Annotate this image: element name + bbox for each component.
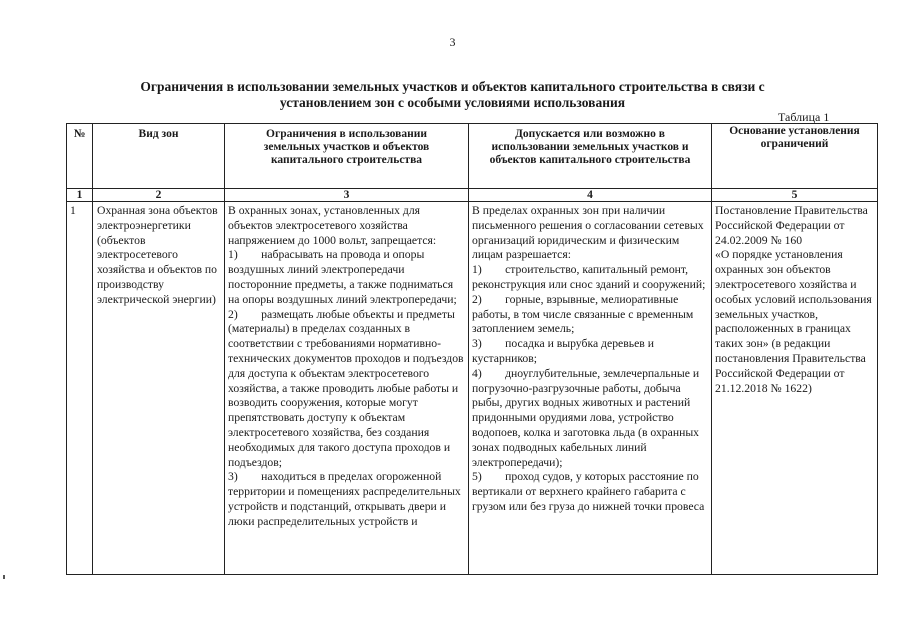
column-number-1: 1 — [67, 189, 93, 202]
column-number-4: 4 — [469, 189, 712, 202]
column-number-5: 5 — [712, 189, 878, 202]
header-restrictions-text: Ограничения в использовании земельных участков и объектов капитального строительства — [263, 128, 430, 166]
title-line-2: установлением зон с особыми условиями использования — [279, 95, 626, 110]
header-restrictions — [225, 124, 469, 189]
table-row — [67, 202, 878, 575]
page-number: 3 — [449, 35, 456, 49]
restrictions-cell: В охранных зонах, установленных для объектов электросетевого хозяйства напряжением до 1000 вольт, запрещается: 1) набрасывать на провода и опоры воздушных линий электропередачи посторонние предметы, а также подниматься на опоры воздушных линий электропередачи; 2) размещать любые объекты и предметы (материалы) в пределах созданных в соответствии с требованиями нормативно-технических документов проходов и подъездов для доступа к объектам электросетевого хозяйства, а также проводить любые работы и возводить сооружения, которые могут препятствовать доступу к объектам электросетевого хозяйства, без создания необходимых для такого доступа проходов и подъездов; 3) находиться в пределах огороженной территории и помещениях распределительных устройств и подстанций, открывать двери и люки распределительных устройств и — [225, 202, 469, 575]
header-num: № — [67, 124, 93, 189]
zone-type-cell: Охранная зона объектов электроэнергетики (объектов электросетевого хозяйства и объектов по производству электрической энергии) — [93, 202, 225, 575]
column-number-row — [67, 189, 878, 202]
basis-cell: Постановление Правительства Российской Федерации от 24.02.2009 № 160 «О порядке установления охранных зон объектов электросетевого хозяйства и особых условий использования земельных участков, расположенных в границах таких зон» (в редакции постановления Правительства Российской Федерации от 21.12.2018 № 1622) — [712, 202, 878, 575]
table-header-row — [67, 124, 878, 189]
header-allowed-text: Допускается или возможно в использовании земельных участков и объектов капитального строительства — [489, 128, 691, 166]
header-basis: Основание установления ограничений — [712, 124, 878, 189]
allowed-cell: В пределах охранных зон при наличии письменного решения о согласовании сетевых организаций юридическим и физическим лицам разрешается: 1) строительство, капитальный ремонт, реконструкция или снос зданий и сооружений; 2) горные, взрывные, мелиоративные работы, в том числе связанные с временным затоплением земель; 3) посадка и вырубка деревьев и кустарников; 4) дноуглубительные, землечерпальные и погрузочно-разгрузочные работы, добыча рыбы, других водных животных и растений придонными орудиями лова, устройство водопоев, колка и заготовка льда (в охранных зонах подводных кабельных линий электропередачи); 5) проход судов, у которых расстояние по вертикали от верхнего крайнего габарита с грузом или без груза до нижней точки провеса — [469, 202, 712, 575]
header-zone-type: Вид зон — [93, 124, 225, 189]
margin-mark — [3, 575, 5, 579]
row-number: 1 — [67, 202, 93, 575]
title-line-1: Ограничения в использовании земельных участков и объектов капитального строительства в связи с — [140, 79, 765, 94]
table-label: Таблица 1 — [778, 110, 830, 124]
restrictions-table — [66, 123, 878, 575]
column-number-3: 3 — [225, 189, 469, 202]
header-allowed — [469, 124, 712, 189]
column-number-2: 2 — [93, 189, 225, 202]
document-title — [60, 79, 845, 111]
